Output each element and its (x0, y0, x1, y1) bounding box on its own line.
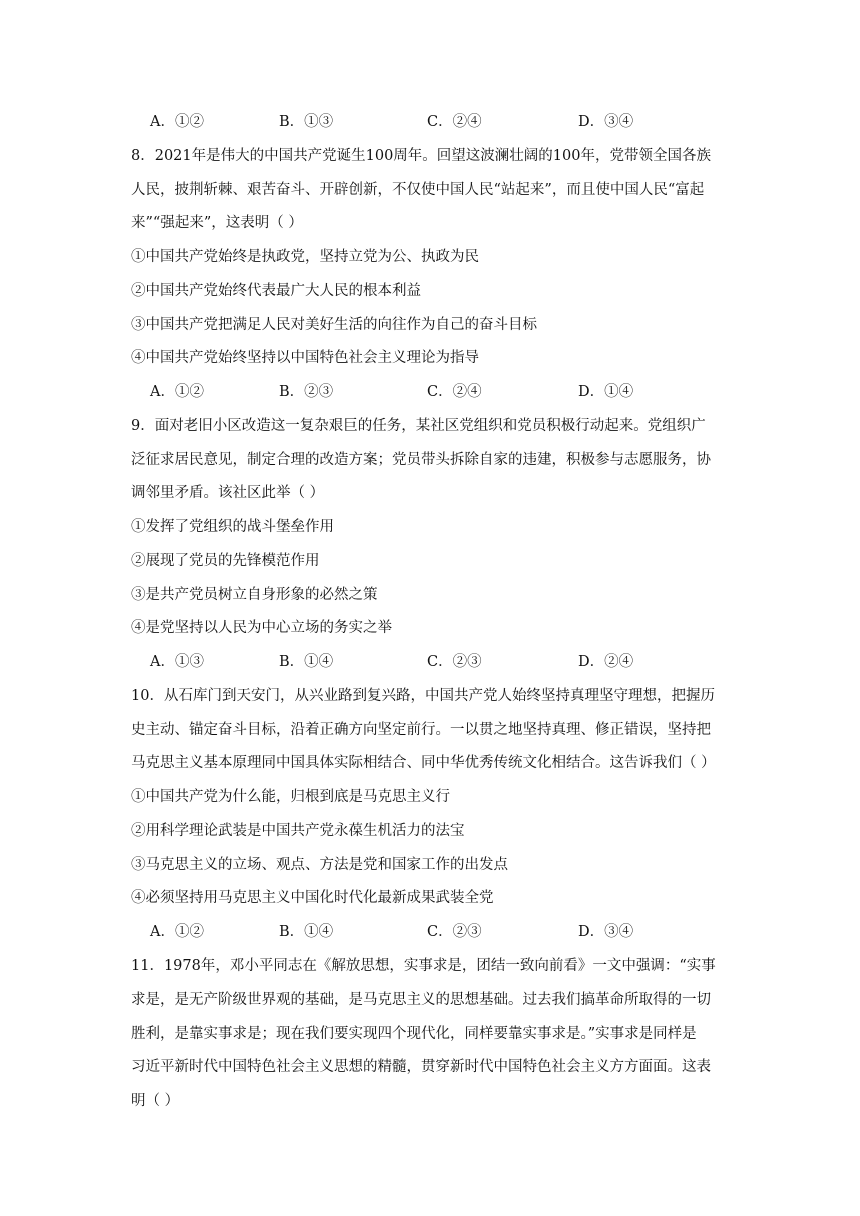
q11-stem-line-2: 求是，是无产阶级世界观的基础，是马克思主义的思想基础。过去我们搞革命所取得的一切 (131, 992, 711, 1008)
q7-options (150, 112, 810, 132)
q8-option-d: D．①④ (578, 384, 634, 400)
q9-stem-line-2: 泛征求居民意见，制定合理的改造方案；党员带头拆除自家的违建，积极参与志愿服务，协 (131, 452, 711, 468)
q8-statement-4: ④中国共产党始终坚持以中国特色社会主义理论为指导 (131, 350, 479, 366)
q10-statement-2: ②用科学理论武装是中国共产党永葆生机活力的法宝 (131, 823, 465, 839)
q10-option-d: D．③④ (578, 924, 634, 940)
q8-statement-2: ②中国共产党始终代表最广大人民的根本利益 (131, 283, 421, 299)
q10-statement-1: ①中国共产党为什么能，归根到底是马克思主义行 (131, 789, 450, 805)
q10-option-b: B．①④ (279, 924, 334, 940)
q9-option-d: D．②④ (578, 654, 634, 670)
q9-statement-4: ④是党坚持以人民为中心立场的务实之举 (131, 620, 392, 636)
q8-stem-line-2: 人民，披荆斩棘、艰苦奋斗、开辟创新，不仅使中国人民“站起来”，而且使中国人民“富起 (131, 182, 705, 198)
q8-statement-3: ③中国共产党把满足人民对美好生活的向往作为自己的奋斗目标 (131, 317, 537, 333)
q10-options (150, 922, 810, 942)
q9-option-b: B．①④ (279, 654, 334, 670)
q10-statement-4: ④必须坚持用马克思主义中国化时代化最新成果武装全党 (131, 890, 494, 906)
q11-stem-line-4: 习近平新时代中国特色社会主义思想的精髓，贯穿新时代中国特色社会主义方方面面。这表 (131, 1059, 711, 1075)
q7-option-c: C．②④ (427, 114, 482, 130)
q10-statement-3: ③马克思主义的立场、观点、方法是党和国家工作的出发点 (131, 857, 508, 873)
q7-option-a: A．①② (150, 114, 204, 130)
q11-stem-line-3: 胜利，是靠实事求是；现在我们要实现四个现代化，同样要靠实事求是。”实事求是同样是 (131, 1026, 697, 1042)
q9-statement-1: ①发挥了党组织的战斗堡垒作用 (131, 519, 334, 535)
q9-stem-line-3: 调邻里矛盾。该社区此举（ ） (131, 485, 325, 501)
q8-option-c: C．②④ (427, 384, 482, 400)
q9-statement-3: ③是共产党员树立自身形象的必然之策 (131, 587, 378, 603)
q11-stem-line-1: 11．1978年，邓小平同志在《解放思想，实事求是，团结一致向前看》一文中强调：“实事 (131, 958, 716, 974)
q9-option-c: C．②③ (427, 654, 482, 670)
q8-statement-1: ①中国共产党始终是执政党，坚持立党为公、执政为民 (131, 249, 479, 265)
q7-option-d: D．③④ (578, 114, 634, 130)
q11-stem-line-5: 明（ ） (131, 1093, 180, 1109)
q8-stem-line-1: 8．2021年是伟大的中国共产党诞生100周年。回望这波澜壮阔的100年，党带领全国各族 (131, 148, 711, 164)
q9-options (150, 652, 810, 672)
q10-stem-line-1: 10．从石库门到天安门，从兴业路到复兴路，中国共产党人始终坚持真理坚守理想，把握历 (131, 688, 715, 704)
q8-stem-line-3: 来”“强起来”，这表明（ ） (131, 215, 303, 231)
q7-option-b: B．①③ (279, 114, 334, 130)
q9-option-a: A．①③ (150, 654, 204, 670)
q8-options (150, 382, 810, 402)
q9-stem-line-1: 9．面对老旧小区改造这一复杂艰巨的任务，某社区党组织和党员积极行动起来。党组织广 (131, 418, 706, 434)
q10-option-a: A．①② (150, 924, 204, 940)
q8-option-b: B．②③ (279, 384, 334, 400)
q8-option-a: A．①② (150, 384, 204, 400)
q10-stem-line-2: 史主动、锚定奋斗目标，沿着正确方向坚定前行。一以贯之地坚持真理、修正错误，坚持把 (131, 722, 711, 738)
q9-statement-2: ②展现了党员的先锋模范作用 (131, 553, 320, 569)
q10-stem-line-3: 马克思主义基本原理同中国具体实际相结合、同中华优秀传统文化相结合。这告诉我们（ ） (131, 755, 716, 771)
q10-option-c: C．②③ (427, 924, 482, 940)
